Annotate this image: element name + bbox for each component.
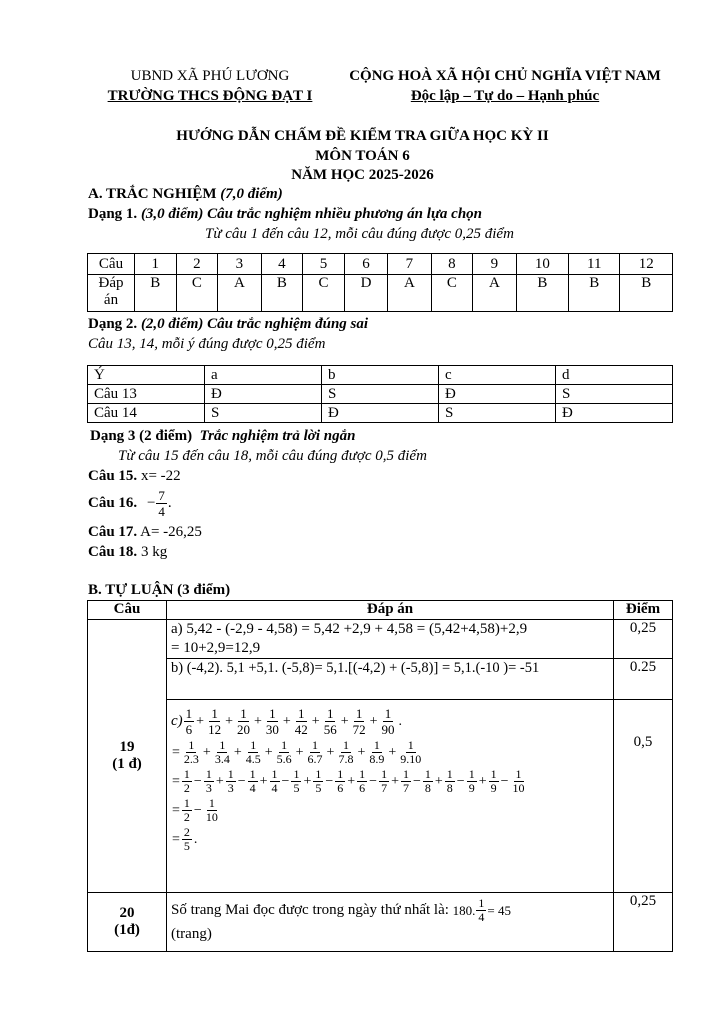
- q20-expr-pre: 180.: [452, 902, 476, 918]
- q19c-fraction: [235, 706, 252, 737]
- q19a-line2: = 10+2,9=12,9: [171, 640, 261, 656]
- q20-denominator: 4: [478, 910, 485, 924]
- tf-cell: S: [556, 385, 673, 404]
- tf-cell: Đ: [556, 404, 673, 423]
- q19c-fraction: [264, 706, 281, 737]
- operator: +: [369, 713, 378, 729]
- operator: +: [282, 713, 291, 729]
- denominator: 20: [236, 722, 250, 737]
- operator: =: [172, 773, 180, 789]
- q20-fraction: [476, 897, 486, 924]
- q19a-row: [88, 620, 673, 659]
- q20-unit: (trang): [171, 926, 212, 942]
- numerator: 1: [183, 767, 190, 781]
- numerator: 1: [250, 738, 257, 752]
- tf-head-cell: c: [439, 366, 556, 385]
- mc-answer-cell: B: [261, 275, 303, 312]
- section-a-title: A. TRẮC NGHIỆM: [88, 186, 217, 202]
- mc-question-number: 11: [569, 254, 620, 275]
- q16-end: .: [167, 495, 172, 511]
- operator: +: [295, 744, 304, 760]
- mc-answer-cell: C: [176, 275, 218, 312]
- q19c-fraction: [306, 739, 325, 766]
- q16-sign: −: [146, 495, 156, 511]
- tf-row-14: [88, 404, 673, 423]
- mc-question-number: 10: [516, 254, 569, 275]
- motto: Độc lập – Tự do – Hạnh phúc: [410, 88, 600, 104]
- tf-head-cell: b: [322, 366, 439, 385]
- denominator: 8: [424, 781, 431, 795]
- operator: −: [500, 773, 509, 789]
- title-line3: NĂM HỌC 2025-2026: [291, 167, 434, 183]
- numerator: 1: [211, 706, 218, 721]
- mc-question-number: 9: [473, 254, 516, 275]
- q19c-fraction: [244, 739, 263, 766]
- title-line1: HƯỚNG DẪN CHẤM ĐỀ KIỂM TRA GIỮA HỌC KỲ II: [176, 128, 549, 144]
- operator: +: [215, 773, 224, 789]
- operator: −: [193, 802, 202, 818]
- numerator: 1: [249, 767, 256, 781]
- q16-numerator: 7: [158, 488, 165, 503]
- numerator: 1: [240, 706, 247, 721]
- denominator: 6: [185, 722, 193, 737]
- denominator: 8.9: [369, 752, 385, 766]
- q19a-line1: a) 5,42 - (-2,9 - 4,58) = 5,42 +2,9 + 4,58 = (5,42+4,58)+2,9: [171, 621, 528, 637]
- mc-answer-table: [87, 253, 673, 312]
- numerator: 1: [205, 767, 212, 781]
- q19b-score: 0.25: [614, 659, 673, 700]
- q20-line1: [171, 897, 609, 924]
- operator: +: [311, 713, 320, 729]
- essay-table: [87, 600, 673, 952]
- dang1-label: Dạng 1.: [88, 206, 138, 222]
- mc-question-number: 7: [388, 254, 431, 275]
- q19c-result-fraction: [182, 826, 192, 853]
- q20-text: Số trang Mai đọc được trong ngày thứ nhất là:: [171, 902, 449, 918]
- numerator: 1: [298, 706, 305, 721]
- operator: +: [478, 773, 487, 789]
- operator: +: [202, 744, 211, 760]
- header-right-line2: [325, 88, 685, 105]
- tf-cell: Đ: [439, 385, 556, 404]
- denominator: 4.5: [245, 752, 261, 766]
- numerator: 1: [188, 738, 195, 752]
- q19c-fraction: [489, 768, 499, 795]
- numerator: 1: [515, 767, 522, 781]
- header-left-line2: [90, 88, 330, 105]
- numerator: 1: [281, 738, 288, 752]
- q19c-line1: [171, 706, 609, 737]
- operator: +: [357, 744, 366, 760]
- tf-cell: S: [322, 385, 439, 404]
- operator: +: [225, 713, 233, 729]
- q20-numerator: 1: [478, 896, 485, 910]
- denominator: 6: [359, 781, 366, 795]
- operator: +: [303, 773, 312, 789]
- numerator: 1: [269, 706, 276, 721]
- denominator: 5.6: [276, 752, 292, 766]
- q19c-fraction: [511, 768, 527, 795]
- q19c-line2: [171, 739, 609, 766]
- q19c-line4: [171, 797, 609, 824]
- mc-answer-cell: B: [620, 275, 673, 312]
- q16-denominator: 4: [158, 504, 165, 519]
- q19a-answer: [167, 620, 614, 659]
- dang2-desc: (2,0 điểm) Câu trắc nghiệm đúng sai: [140, 316, 369, 332]
- q18-answer: 3 kg: [140, 544, 168, 560]
- numerator: 1: [337, 767, 344, 781]
- denominator: 56: [323, 722, 337, 737]
- denominator: 12: [208, 722, 222, 737]
- q19c-fraction: [293, 706, 310, 737]
- operator: .: [398, 713, 402, 729]
- dang3-desc: Trắc nghiệm trả lời ngắn: [199, 428, 356, 444]
- mc-answer-cell: A: [388, 275, 431, 312]
- denominator: 30: [265, 722, 279, 737]
- denominator: 72: [352, 722, 366, 737]
- q20-points: (1đ): [114, 922, 140, 938]
- operator: −: [281, 773, 290, 789]
- denominator: 2: [183, 781, 190, 795]
- q17-answer: A= -26,25: [140, 524, 202, 540]
- denominator: 7: [381, 781, 388, 795]
- q20-cell: [88, 893, 167, 952]
- denominator: 10: [512, 781, 525, 795]
- q19c-line3: [171, 768, 609, 795]
- tf-row-13: [88, 385, 673, 404]
- mc-answer-cell: D: [344, 275, 387, 312]
- q19c-fraction: [204, 797, 220, 824]
- denominator: 90: [381, 722, 395, 737]
- denominator: 9: [468, 781, 475, 795]
- mc-row-label: Câu: [88, 254, 135, 275]
- operator: −: [193, 773, 202, 789]
- operator: +: [391, 773, 399, 789]
- denominator: 10: [205, 810, 218, 824]
- q19c-fraction: [291, 768, 301, 795]
- denominator: 5: [315, 781, 322, 795]
- tf-cell: Câu 13: [88, 385, 205, 404]
- operator: −: [237, 773, 246, 789]
- q15: [88, 468, 181, 485]
- tf-head-cell: d: [556, 366, 673, 385]
- mc-question-number: 12: [620, 254, 673, 275]
- q19c-prefix: c): [171, 713, 183, 729]
- q19-number: 19: [119, 739, 135, 755]
- dang1-desc: (3,0 điểm) Câu trắc nghiệm nhiều phương án lựa chọn: [140, 206, 483, 222]
- q20-row: [88, 893, 673, 952]
- numerator: 2: [183, 825, 190, 839]
- q16-label: Câu 16.: [88, 495, 138, 511]
- q19c-row: [88, 700, 673, 893]
- operator: +: [264, 744, 273, 760]
- q16-fraction: [156, 488, 167, 519]
- header-left-line1: UBND XÃ PHÚ LƯƠNG: [130, 68, 290, 84]
- essay-header-row: [88, 601, 673, 620]
- dang3-note: Từ câu 15 đến câu 18, mỗi câu đúng được 0,5 điểm: [118, 448, 427, 464]
- numerator: 1: [293, 767, 300, 781]
- q17-label: Câu 17.: [88, 524, 138, 540]
- mc-answer-cell: B: [516, 275, 569, 312]
- q19c-fraction: [336, 739, 355, 766]
- dang2-note: Câu 13, 14, mỗi ý đúng được 0,25 điểm: [88, 336, 326, 352]
- denominator: 6.7: [307, 752, 323, 766]
- numerator: 1: [490, 767, 497, 781]
- numerator: 1: [468, 767, 475, 781]
- q20-score: 0,25: [614, 893, 673, 952]
- operator: +: [326, 744, 335, 760]
- numerator: 1: [384, 706, 392, 721]
- tf-cell: Đ: [205, 385, 322, 404]
- tf-cell: Đ: [322, 404, 439, 423]
- q19c-fraction: [275, 739, 294, 766]
- dang1-note: Từ câu 1 đến câu 12, mỗi câu đúng được 0,25 điểm: [205, 226, 514, 242]
- denominator: 9: [490, 781, 497, 795]
- q19c-fraction: [270, 768, 280, 795]
- numerator: 1: [359, 767, 366, 781]
- denominator: 3: [227, 781, 234, 795]
- q19c-fraction: [445, 768, 455, 795]
- operator: +: [340, 713, 349, 729]
- mc-question-number: 3: [218, 254, 261, 275]
- denominator: 7: [402, 781, 409, 795]
- denominator: 3.4: [214, 752, 230, 766]
- mc-answer-cell: C: [431, 275, 473, 312]
- operator: +: [259, 773, 268, 789]
- operator: −: [369, 773, 378, 789]
- q19c-fraction: [357, 768, 367, 795]
- q19c-fraction: [184, 706, 195, 737]
- numerator: 1: [271, 767, 278, 781]
- denominator: 2: [183, 810, 190, 824]
- col-diem: Điểm: [614, 601, 673, 620]
- tf-cell: S: [439, 404, 556, 423]
- q16: [88, 488, 172, 519]
- numerator: 1: [355, 706, 363, 721]
- numerator: 1: [402, 767, 409, 781]
- header-right-line1: CỘNG HOÀ XÃ HỘI CHỦ NGHĨA VIỆT NAM: [349, 68, 661, 84]
- mc-answer-label: Đáp án: [88, 275, 135, 312]
- q19b-row: [88, 659, 673, 700]
- q18-label: Câu 18.: [88, 544, 138, 560]
- operator: +: [347, 773, 356, 789]
- mc-question-number: 5: [303, 254, 345, 275]
- dang1-heading: [88, 206, 482, 223]
- title-line2: MÔN TOÁN 6: [315, 148, 410, 164]
- tf-cell: Câu 14: [88, 404, 205, 423]
- mc-answer-cell: B: [569, 275, 620, 312]
- q19c-fraction: [226, 768, 236, 795]
- q19c-fraction: [367, 739, 386, 766]
- tf-head-cell: Ý: [88, 366, 205, 385]
- mc-answer-cell: A: [473, 275, 516, 312]
- q19c-fraction: [401, 768, 411, 795]
- col-cau: Câu: [88, 601, 167, 620]
- operator: +: [388, 744, 397, 760]
- denominator: 2.3: [183, 752, 199, 766]
- q19c-fraction: [380, 706, 397, 737]
- tf-head-cell: a: [205, 366, 322, 385]
- numerator: 1: [424, 767, 431, 781]
- q19c-fraction: [206, 706, 223, 737]
- q19c-fraction: [351, 706, 368, 737]
- mc-answer-cell: C: [303, 275, 345, 312]
- denominator: 5: [183, 839, 190, 853]
- mc-answer-cell: A: [218, 275, 261, 312]
- operator: +: [196, 713, 205, 729]
- q19-cell: [88, 620, 167, 893]
- q20-answer: [167, 893, 614, 952]
- q19b-answer: b) (-4,2). 5,1 +5,1. (-5,8)= 5,1.[(-4,2) + (-5,8)] = 5,1.(-10 )= -51: [167, 659, 614, 700]
- denominator: 4: [271, 781, 278, 795]
- q19c-fraction: [213, 739, 232, 766]
- mc-question-number: 2: [176, 254, 218, 275]
- mc-question-number: 6: [344, 254, 387, 275]
- numerator: 1: [219, 738, 226, 752]
- q19c-fraction: [182, 797, 192, 824]
- q19c-fraction: [322, 706, 339, 737]
- operator: −: [412, 773, 421, 789]
- dang3-heading: [90, 428, 355, 445]
- q20-number: 20: [119, 905, 135, 921]
- operator: =: [172, 831, 180, 847]
- q19c-fraction: [335, 768, 345, 795]
- q19c-score: 0,5: [614, 700, 673, 893]
- col-dap-an: Đáp án: [167, 601, 614, 620]
- mc-row-answer: [88, 275, 673, 312]
- numerator: 1: [326, 706, 334, 721]
- mc-question-number: 8: [431, 254, 473, 275]
- q19c-fraction: [182, 739, 201, 766]
- tf-header-row: [88, 366, 673, 385]
- numerator: 1: [185, 706, 193, 721]
- operator: .: [193, 831, 198, 847]
- q19c-fraction: [398, 739, 423, 766]
- denominator: 3: [205, 781, 212, 795]
- q15-answer: x= -22: [140, 468, 181, 484]
- tf-cell: S: [205, 404, 322, 423]
- q19c-fraction: [313, 768, 323, 795]
- numerator: 1: [208, 796, 215, 810]
- operator: −: [456, 773, 465, 789]
- q17: [88, 524, 202, 541]
- mc-row-question: [88, 254, 673, 275]
- operator: −: [325, 773, 334, 789]
- numerator: 1: [183, 796, 190, 810]
- denominator: 9.10: [400, 752, 422, 766]
- q19c-fraction: [379, 768, 389, 795]
- q19c-answer: [167, 700, 614, 893]
- q15-label: Câu 15.: [88, 468, 138, 484]
- dang2-heading: [88, 316, 368, 333]
- q19c-line5: [171, 826, 609, 853]
- q20-expr-post: = 45: [487, 902, 511, 918]
- denominator: 5: [293, 781, 300, 795]
- numerator: 1: [407, 738, 414, 752]
- dang2-label: Dạng 2.: [88, 316, 138, 332]
- operator: +: [434, 773, 443, 789]
- denominator: 7.8: [338, 752, 354, 766]
- numerator: 1: [446, 767, 453, 781]
- section-a-heading: [88, 186, 283, 203]
- numerator: 1: [315, 767, 322, 781]
- section-a-points: (7,0 điểm): [220, 186, 283, 202]
- numerator: 1: [381, 767, 388, 781]
- operator: +: [253, 713, 262, 729]
- mc-question-number: 4: [261, 254, 303, 275]
- numerator: 1: [227, 767, 234, 781]
- true-false-table: [87, 365, 673, 423]
- q19-points: (1 đ): [112, 756, 142, 772]
- operator: +: [233, 744, 242, 760]
- q19c-fraction: [204, 768, 214, 795]
- q19c-fraction: [248, 768, 258, 795]
- section-b-heading: B. TỰ LUẬN (3 điểm): [88, 582, 231, 598]
- dang3-label: Dạng 3 (2 điểm): [90, 428, 193, 444]
- mc-answer-cell: B: [135, 275, 177, 312]
- operator: =: [172, 802, 180, 818]
- operator: =: [172, 744, 180, 760]
- q19c-fraction: [182, 768, 192, 795]
- denominator: 8: [446, 781, 453, 795]
- mc-question-number: 1: [135, 254, 177, 275]
- numerator: 1: [342, 738, 349, 752]
- school-name: TRƯỜNG THCS ĐỘNG ĐẠT I: [107, 88, 313, 104]
- denominator: 4: [249, 781, 256, 795]
- q19c-fraction: [423, 768, 433, 795]
- denominator: 42: [294, 722, 308, 737]
- numerator: 1: [373, 738, 380, 752]
- q19c-fraction: [467, 768, 477, 795]
- q19a-score: 0,25: [614, 620, 673, 659]
- denominator: 6: [337, 781, 344, 795]
- q18: [88, 544, 167, 561]
- numerator: 1: [312, 738, 319, 752]
